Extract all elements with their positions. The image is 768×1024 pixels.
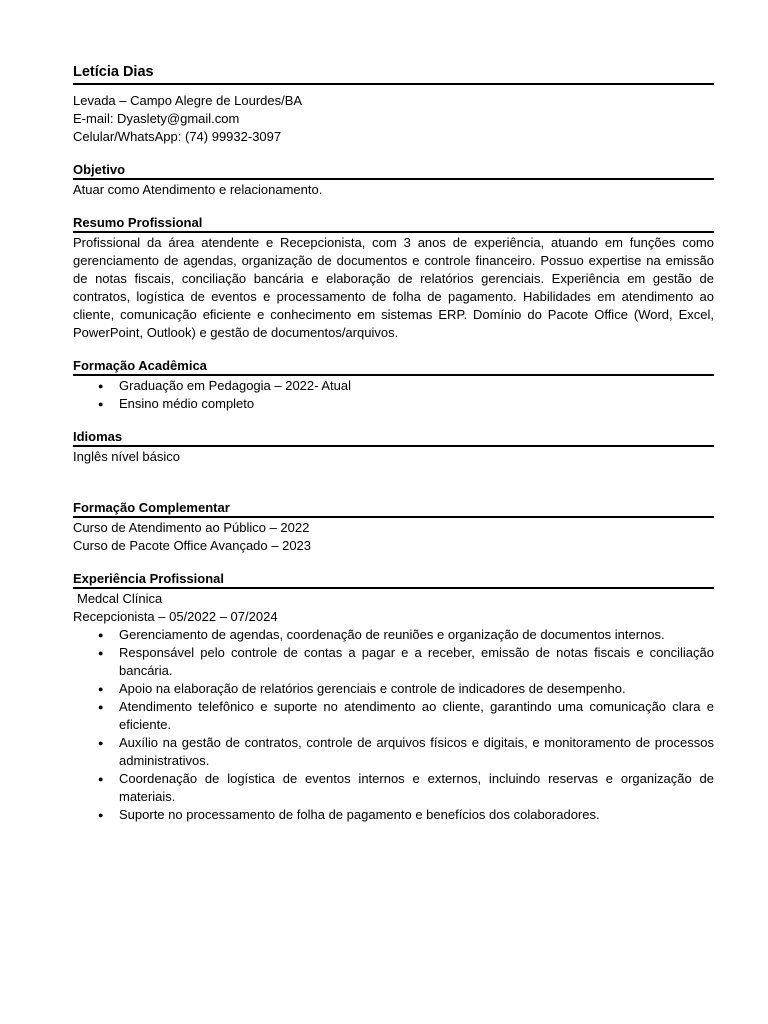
phone-line: Celular/WhatsApp: (74) 99932-3097 bbox=[73, 129, 282, 144]
address-line: Levada – Campo Alegre de Lourdes/BA bbox=[73, 93, 303, 108]
idiomas-text: Inglês nível básico bbox=[73, 449, 180, 464]
section-title-experiencia: Experiência Profissional bbox=[73, 570, 714, 589]
list-item: ● Atendimento telefônico e suporte no atendimento ao cliente, garantindo uma comunicação clara e eficiente. bbox=[73, 698, 714, 734]
section-title-idiomas: Idiomas bbox=[73, 428, 714, 447]
resumo-text: Profissional da área atendente e Recepcionista, com 3 anos de experiência, atuando em funções como gerenciamento de agendas, organização de documentos e controle financeiro. Possuo expertise na emissão de notas fiscais, conciliação bancária e elaboração de relatórios gerenciais. Experiência em gestão de contratos, logística de eventos e processamento de folha de pagamento. Habilidades em atendimento ao cliente, comunicação eficiente e conhecimento em sistemas ERP. Domínio do Pacote Office (Word, Excel, PowerPoint, Outlook) e gestão de documentos/arquivos. bbox=[73, 235, 714, 340]
objetivo-text: Atuar como Atendimento e relacionamento. bbox=[73, 182, 323, 197]
list-item: ● Responsável pelo controle de contas a pagar e a receber, emissão de notas fiscais e conciliação bancária. bbox=[73, 644, 714, 680]
list-item: ● Ensino médio completo bbox=[73, 395, 714, 413]
list-item: ● Suporte no processamento de folha de pagamento e benefícios dos colaboradores. bbox=[73, 806, 714, 824]
complementar-item: Curso de Atendimento ao Público – 2022 bbox=[73, 520, 310, 535]
complementar-item: Curso de Pacote Office Avançado – 2023 bbox=[73, 538, 312, 553]
section-title-resumo: Resumo Profissional bbox=[73, 214, 714, 233]
resume-page bbox=[73, 62, 714, 824]
list-item: ● Coordenação de logística de eventos internos e externos, incluindo reservas e organização de materiais. bbox=[73, 770, 714, 806]
candidate-name: Letícia Dias bbox=[73, 62, 714, 85]
list-item: ● Auxílio na gestão de contratos, controle de arquivos físicos e digitais, e monitoramento de processos administrativos. bbox=[73, 734, 714, 770]
list-item: ● Graduação em Pedagogia – 2022- Atual bbox=[73, 377, 714, 395]
experiencia-list bbox=[73, 626, 714, 824]
section-title-complementar: Formação Complementar bbox=[73, 499, 714, 518]
formacao-list bbox=[73, 377, 714, 413]
company-name: Medcal Clínica bbox=[77, 591, 163, 606]
section-title-objetivo: Objetivo bbox=[73, 161, 714, 180]
list-item: ● Apoio na elaboração de relatórios gerenciais e controle de indicadores de desempenho. bbox=[73, 680, 714, 698]
email-line: E-mail: Dyaslety@gmail.com bbox=[73, 111, 240, 126]
spacer bbox=[73, 466, 714, 484]
section-title-formacao: Formação Acadêmica bbox=[73, 357, 714, 376]
role-line: Recepcionista – 05/2022 – 07/2024 bbox=[73, 609, 278, 624]
list-item: ● Gerenciamento de agendas, coordenação de reuniões e organização de documentos internos. bbox=[73, 626, 714, 644]
